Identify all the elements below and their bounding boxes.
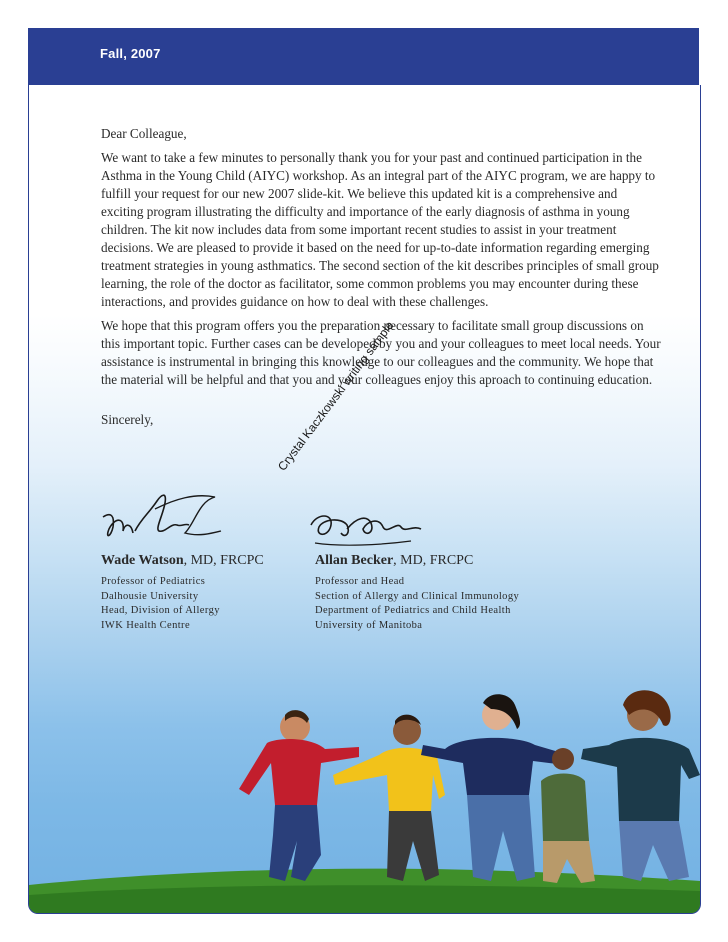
signer-name-line bbox=[101, 553, 264, 569]
signer-allan-becker bbox=[315, 553, 519, 633]
signer-name-line bbox=[315, 553, 519, 569]
signer-title: Department of Pediatrics and Child Health bbox=[315, 605, 511, 616]
letter-body bbox=[101, 125, 661, 435]
signer-title: University of Manitoba bbox=[315, 619, 423, 631]
signer-title: IWK Health Centre bbox=[101, 619, 191, 631]
children-playing-photo bbox=[29, 645, 700, 913]
signer-title: Section of Allergy and Clinical Immunology bbox=[315, 590, 520, 602]
signer-name: Wade Watson bbox=[101, 553, 184, 568]
closing: Sincerely, bbox=[101, 412, 154, 427]
signer-title: Head, Division of Allergy bbox=[101, 605, 220, 616]
signer-title: Professor of Pediatrics bbox=[101, 576, 206, 587]
paragraph-2: We hope that this program offers you the preparation necessary to facilitate small group discussions on this important topic. Further cases can be developed by you and your colleagues to meet local needs. Your assistance is instrumental in bringing this knowledge to our colleagues and the community. We hope that the material will be helpful and that you and your colleagues enjoy this aproach to continuing education. bbox=[101, 318, 661, 387]
signature-allan-becker bbox=[301, 503, 431, 553]
header-date: Fall, 2007 bbox=[100, 46, 161, 61]
signer-title: Professor and Head bbox=[315, 576, 405, 587]
signer-wade-watson bbox=[101, 553, 264, 633]
signer-name: Allan Becker bbox=[315, 553, 394, 568]
letter-card bbox=[28, 85, 701, 914]
signer-title: Dalhousie University bbox=[101, 590, 199, 602]
signer-credentials: , MD, FRCPC bbox=[183, 553, 264, 568]
signer-credentials: , MD, FRCPC bbox=[393, 553, 474, 568]
paragraph-1: We want to take a few minutes to personally thank you for your past and continued participation in the Asthma in the Young Child (AIYC) workshop. As an integral part of the AIYC program, we are happy to fulfill your request for our new 2007 slide-kit. We believe this updated kit is a comprehensive and exciting program illustrating the difficulty and importance of the early diagnosis of asthma in young children. The kit now includes data from some important recent studies to assist in your treatment decisions. We are pleased to provide it based on the need for up-to-date information regarding emerging treatment strategies in young asthmatics. The second section of the kit describes principles of small group learning, the role of the doctor as facilitator, some common problems you may encounter during these interactions, and provides guidance on how to deal with these challenges. bbox=[101, 150, 659, 309]
header-band bbox=[28, 28, 699, 85]
watermark-text: Crystal Kaczkowski writing sample bbox=[275, 318, 397, 474]
salutation: Dear Colleague, bbox=[101, 126, 187, 141]
signature-wade-watson bbox=[95, 483, 225, 543]
